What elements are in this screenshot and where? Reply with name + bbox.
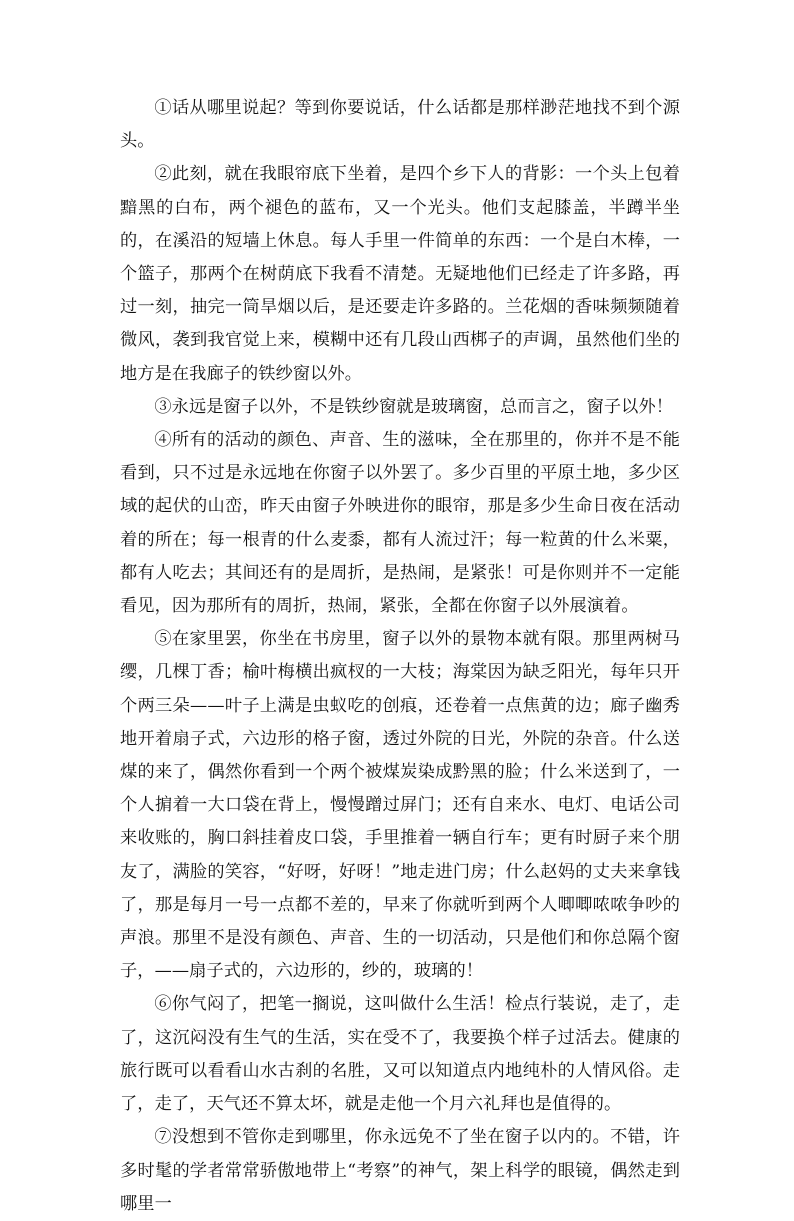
paragraph-2: ②此刻，就在我眼帘底下坐着，是四个乡下人的背影：一个头上包着黯黑的白布，两个褪色的蓝布，又一个光头。他们支起膝盖，半蹲半坐的，在溪沿的短墙上休息。每人手里一件简单的东西：一个是白木棒，一个篮子，那两个在树荫底下我看不清楚。无疑地他们已经走了许多路，再过一刻，抽完一筒旱烟以后，是还要走许多路的。兰花烟的香味频频随着微风，袭到我官觉上来，模糊中还有几段山西梆子的声调，虽然他们坐的地方是在我廊子的铁纱窗以外。 [120, 164, 680, 384]
document-body [120, 92, 680, 1221]
paragraph-6: ⑥你气闷了，把笔一搁说，这叫做什么生活！检点行装说，走了，走了，这沉闷没有生气的生活，实在受不了，我要换个样子过活去。健康的旅行既可以看看山水古刹的名胜，又可以知道点内地纯朴的人情风俗。走了，走了，天气还不算太坏，就是走他一个月六礼拜也是值得的。 [120, 994, 680, 1115]
paragraph-4: ④所有的活动的颜色、声音、生的滋味，全在那里的，你并不是不能看到，只不过是永远地在你窗子以外罢了。多少百里的平原土地，多少区域的起伏的山峦，昨天由窗子外映进你的眼帘，那是多少生命日夜在活动着的所在；每一根青的什么麦黍，都有人流过汗；每一粒黄的什么米粟，都有人吃去；其间还有的是周折，是热闹，是紧张！可是你则并不一定能看见，因为那所有的周折，热闹，紧张，全都在你窗子以外展演着。 [120, 430, 680, 617]
paragraph-1: ①话从哪里说起？等到你要说话，什么话都是那样渺茫地找不到个源头。 [120, 98, 680, 152]
paragraph-5: ⑤在家里罢，你坐在书房里，窗子以外的景物本就有限。那里两树马缨，几棵丁香；榆叶梅横出疯杈的一大枝；海棠因为缺乏阳光，每年只开个两三朵——叶子上满是虫蚁吃的创痕，还卷着一点焦黄的边；廊子幽秀地开着扇子式，六边形的格子窗，透过外院的日光，外院的杂音。什么送煤的来了，偶然你看到一个两个被煤炭染成黔黑的脸；什么米送到了，一个人掮着一大口袋在背上，慢慢蹭过屏门；还有自来水、电灯、电话公司来收账的，胸口斜挂着皮口袋，手里推着一辆自行车；更有时厨子来个朋友了，满脸的笑容，“好呀，好呀！”地走进门房；什么赵妈的丈夫来拿钱了，那是每月一号一点都不差的，早来了你就听到两个人唧唧哝哝争吵的声浪。那里不是没有颜色、声音、生的一切活动，只是他们和你总隔个窗子，——扇子式的，六边形的，纱的，玻璃的！ [120, 629, 680, 982]
paragraph-7: ⑦没想到不管你走到哪里，你永远免不了坐在窗子以内的。不错，许多时髦的学者常常骄傲地带上“考察”的神气，架上科学的眼镜，偶然走到哪里一 [120, 1127, 680, 1214]
paragraph-3: ③永远是窗子以外，不是铁纱窗就是玻璃窗，总而言之，窗子以外！ [154, 396, 674, 417]
